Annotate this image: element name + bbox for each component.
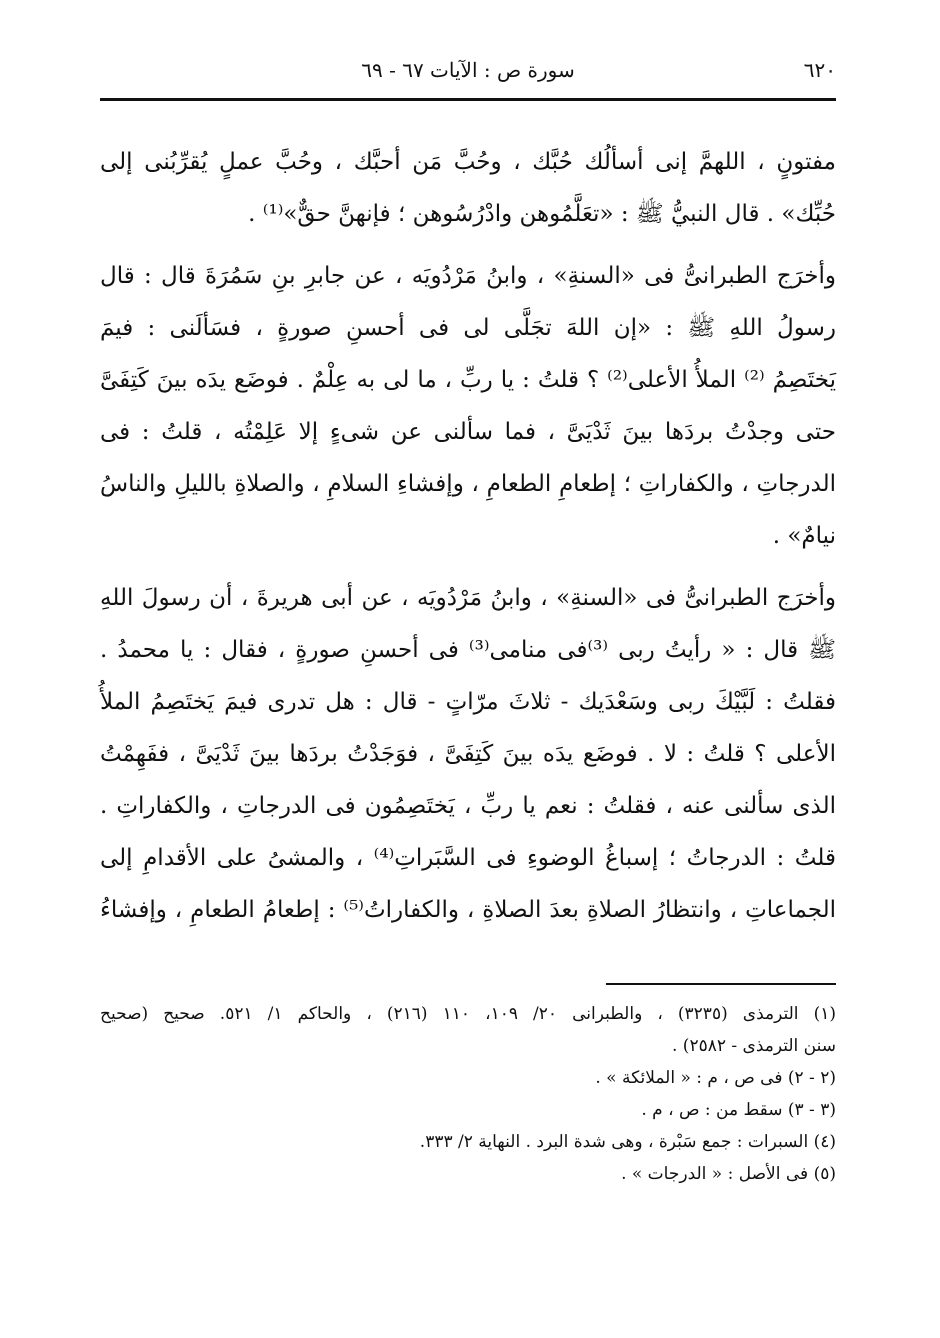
text-line: يَختَصِمُ ⁽²⁾ الملأُ الأعلى⁽²⁾ ؟ قلتُ : يا ربِّ ، ما لى به عِلْمٌ . فوضَع يدَه بينَ كَتِفَىَّ: [100, 367, 837, 393]
text-line: وأخرَج الطبرانىُّ فى «السنةِ» ، وابنُ مَرْدُويَه ، عن أبى هريرةَ ، أن رسولَ اللهِ: [100, 585, 836, 611]
text-line: الجماعاتِ ، وانتظارُ الصلاةِ بعدَ الصلاةِ ، والكفاراتُ⁽⁵⁾ : إطعامُ الطعامِ ، وإفشاءُ: [100, 897, 837, 923]
page-header: [100, 58, 836, 92]
text-line: مفتونٍ ، اللهمَّ إنى أسألُك حُبَّك ، وحُبَّ مَن أحبَّك ، وحُبَّ عملٍ يُقرِّبُنى إلى: [100, 149, 836, 175]
text-line: ﷺ قال : « رأيتُ ربى ⁽³⁾فى منامى⁽³⁾ فى أحسنِ صورةٍ ، فقال : يا محمدُ .: [100, 637, 837, 663]
text-line: وأخرَج الطبرانىُّ فى «السنةِ» ، وابنُ مَرْدُويَه ، عن جابرِ بنِ سَمُرَةَ قال : قال: [100, 263, 836, 289]
paragraph-2: [100, 250, 836, 562]
text-line: قلتُ : الدرجاتُ ؛ إسباغُ الوضوءِ فى السَّبَراتِ⁽⁴⁾ ، والمشىُ على الأقدامِ إلى: [100, 845, 836, 871]
paragraph-1: [100, 136, 836, 240]
footnote-4: (٤) السبرات : جمع سَبْرة ، وهى شدة البرد . النهاية ٢/ ٣٣٣.: [419, 1132, 836, 1152]
footnote-rule: [606, 983, 836, 985]
footnote-1-continued: سنن الترمذى - ٢٥٨٢) .: [671, 1036, 836, 1056]
paragraph-3: [100, 572, 836, 936]
text-line: الذى سألنى عنه ، فقلتُ : نعم يا ربِّ ، يَختَصِمُون فى الدرجاتِ ، والكفاراتِ .: [100, 793, 836, 819]
running-title: سورة ص : الآيات ٦٧ - ٦٩: [361, 58, 575, 82]
text-line: الدرجاتِ ، والكفاراتِ ؛ إطعامِ الطعامِ ، وإفشاءِ السلامِ ، والصلاةِ بالليلِ والناسُ: [100, 471, 836, 497]
footnote-5: (٥) فى الأصل : « الدرجات » .: [621, 1164, 836, 1184]
text-line: حُبِّك» . قال النبيُّ ﷺ : «تعَلَّمُوهن وادْرُسُوهن ؛ فإنهنَّ حقٌّ»⁽¹⁾ .: [248, 201, 836, 227]
text-line: رسولُ اللهِ ﷺ : «إن اللهَ تجَلَّى لى فى أحسنِ صورةٍ ، فسَألَنى : فيمَ: [100, 315, 836, 341]
footnotes: [100, 998, 836, 1190]
page-number: ٦٢٠: [803, 58, 836, 82]
header-rule: [100, 98, 836, 101]
text-line: فقلتُ : لَبَّيْكَ ربى وسَعْدَيك - ثلاثَ مرّاتٍ - قال : هل تدرى فيمَ يَختَصِمُ الملأُ: [100, 689, 836, 715]
main-text: [100, 136, 836, 936]
footnote-2: (٢ - ٢) فى ص ، م : « الملائكة » .: [595, 1068, 836, 1088]
text-line: الأعلى ؟ قلتُ : لا . فوضَع يدَه بينَ كَتِفَىَّ ، فوَجَدْتُ بردَها بينَ ثَدْيَىَّ ، ففَهِمْتُ: [100, 741, 836, 767]
text-line: نيامٌ» .: [772, 523, 836, 549]
footnote-3: (٣ - ٣) سقط من : ص ، م .: [641, 1100, 836, 1120]
text-line: حتى وجدْتُ بردَها بينَ ثَدْيَىَّ ، فما سألنى عن شىءٍ إلا عَلِمْتُه ، قلتُ : فى: [100, 419, 836, 445]
footnote-1: (١) الترمذى (٣٢٣٥) ، والطبرانى ٢٠/ ١٠٩، ١١٠ (٢١٦) ، والحاكم ١/ ٥٢١. صحيح (صحيح: [100, 1004, 836, 1024]
